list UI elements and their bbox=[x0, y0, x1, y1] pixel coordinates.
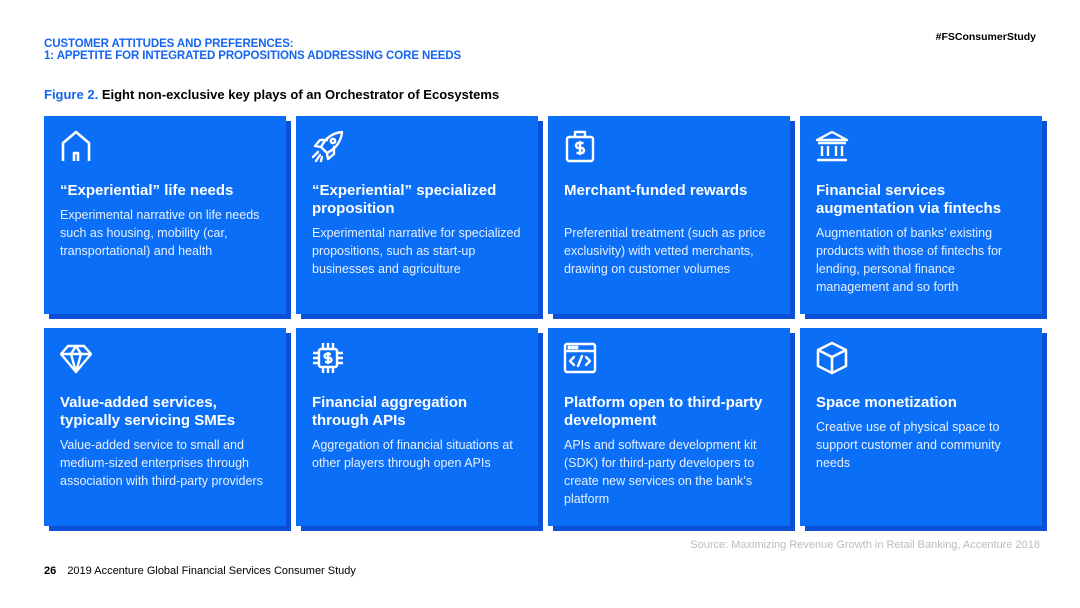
card-merchant-funded-rewards bbox=[548, 116, 790, 314]
card-financial-aggregation bbox=[296, 328, 538, 526]
key-plays-grid bbox=[44, 116, 1042, 528]
bank-building-icon bbox=[814, 128, 850, 164]
card-description: Augmentation of banks’ existing products with those of fintechs for lending, personal finance management and so forth bbox=[816, 226, 1003, 294]
publication-title: 2019 Accenture Global Financial Services Consumer Study bbox=[67, 565, 356, 577]
figure-title bbox=[44, 87, 499, 102]
rocket-icon bbox=[310, 128, 346, 164]
section-title bbox=[44, 38, 461, 62]
card-title: Value-added services, typically servicing SMEs bbox=[60, 394, 236, 429]
section-title-line-2: 1: APPETITE FOR INTEGRATED PROPOSITIONS ADDRESSING CORE NEEDS bbox=[44, 50, 462, 62]
card-description: Value-added service to small and medium-sized enterprises through association with third-party providers bbox=[60, 438, 263, 488]
card-value-added-services bbox=[44, 328, 286, 526]
section-title-line-1: CUSTOMER ATTITUDES AND PREFERENCES: bbox=[44, 38, 294, 50]
card-experiential-life-needs bbox=[44, 116, 286, 314]
cube-icon bbox=[814, 340, 850, 376]
card-financial-services-augmentation bbox=[800, 116, 1042, 314]
card-description: Aggregation of financial situations at other players through open APIs bbox=[312, 438, 513, 470]
hashtag: #FSConsumerStudy bbox=[935, 31, 1036, 43]
diamond-icon bbox=[58, 340, 94, 376]
page-footer bbox=[44, 565, 356, 577]
card-title: Space monetization bbox=[816, 394, 957, 411]
card-experiential-specialized-proposition bbox=[296, 116, 538, 314]
card-title: Financial aggregation through APIs bbox=[312, 394, 468, 429]
card-title: Merchant-funded rewards bbox=[564, 182, 748, 199]
card-description: Experimental narrative on life needs such as housing, mobility (car, transportational) and health bbox=[60, 208, 260, 258]
card-title: Financial services augmentation via fintechs bbox=[816, 182, 1002, 217]
card-title: “Experiential” life needs bbox=[60, 182, 234, 199]
card-description: APIs and software development kit (SDK) for third-party developers to create new services on the bank’s platform bbox=[564, 438, 757, 506]
code-window-icon bbox=[562, 340, 598, 376]
page-number: 26 bbox=[44, 565, 57, 577]
card-description: Preferential treatment (such as price exclusivity) with vetted merchants, drawing on customer volumes bbox=[564, 226, 766, 276]
card-description: Creative use of physical space to support customer and community needs bbox=[816, 420, 1001, 470]
card-title: “Experiential” specialized proposition bbox=[312, 182, 497, 217]
card-description: Experimental narrative for specialized propositions, such as start-up businesses and agriculture bbox=[312, 226, 521, 276]
figure-caption: Eight non-exclusive key plays of an Orchestrator of Ecosystems bbox=[101, 87, 500, 102]
house-icon bbox=[58, 128, 94, 164]
figure-number: Figure 2. bbox=[44, 87, 99, 102]
dollar-bag-icon bbox=[562, 128, 598, 164]
card-title: Platform open to third-party development bbox=[564, 394, 763, 429]
source-note: Source: Maximizing Revenue Growth in Retail Banking, Accenture 2018 bbox=[690, 539, 1040, 551]
card-platform-open-third-party bbox=[548, 328, 790, 526]
dollar-chip-icon bbox=[310, 340, 346, 376]
card-space-monetization bbox=[800, 328, 1042, 526]
